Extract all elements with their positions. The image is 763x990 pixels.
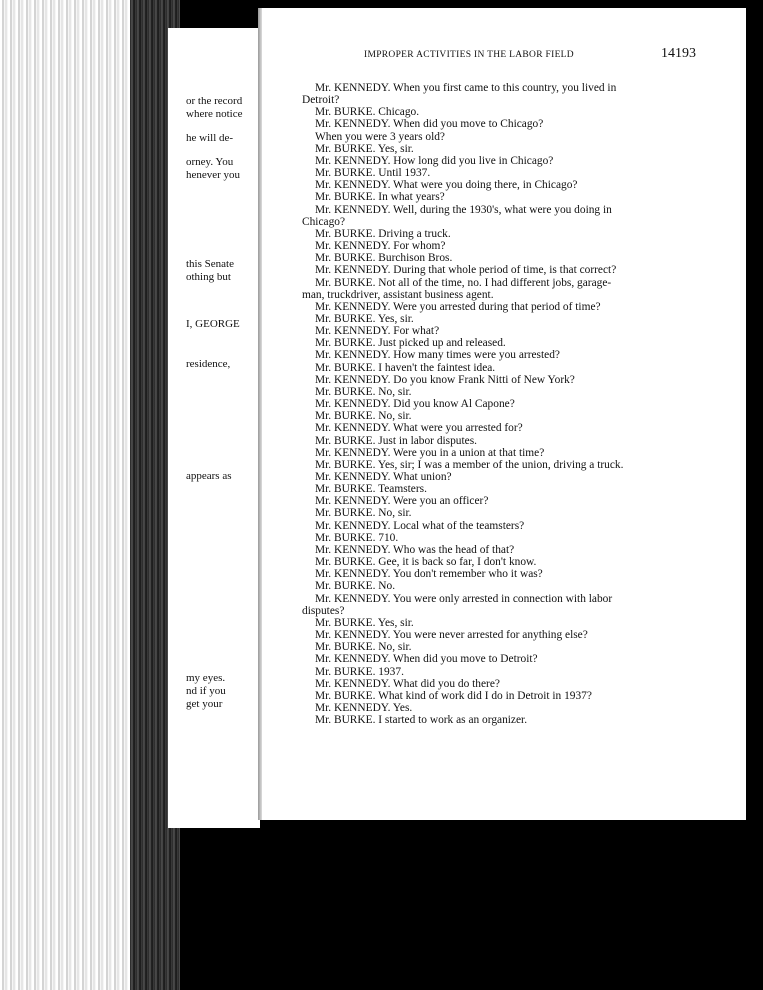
transcript-line: Mr. KENNEDY. Were you arrested during that period of time? bbox=[315, 300, 601, 313]
running-head: IMPROPER ACTIVITIES IN THE LABOR FIELD bbox=[364, 50, 574, 60]
transcript-line: Mr. KENNEDY. Well, during the 1930's, what were you doing in bbox=[315, 203, 612, 216]
transcript-line: When you were 3 years old? bbox=[315, 130, 445, 143]
previous-page-fragment bbox=[168, 28, 260, 828]
previous-page-text: I, GEORGE bbox=[186, 318, 240, 330]
transcript-line: Mr. BURKE. No, sir. bbox=[315, 410, 412, 423]
previous-page-text: residence, bbox=[186, 358, 231, 370]
transcript-line: Mr. BURKE. No, sir. bbox=[315, 385, 412, 398]
transcript-line: Mr. KENNEDY. Were you in a union at that time? bbox=[315, 446, 545, 459]
transcript-line: Mr. BURKE. 710. bbox=[315, 531, 399, 544]
transcript-line: man, truckdriver, assistant business agent. bbox=[302, 288, 494, 301]
previous-page-text: othing but bbox=[186, 271, 231, 283]
previous-page-text: orney. You bbox=[186, 156, 234, 168]
transcript-line: Mr. BURKE. Yes, sir; I was a member of the union, driving a truck. bbox=[315, 458, 624, 471]
transcript-line: Mr. BURKE. 1937. bbox=[315, 665, 404, 678]
previous-page-text: get your bbox=[186, 698, 223, 710]
transcript-line: Mr. BURKE. No. bbox=[315, 580, 396, 593]
transcript-line: Mr. KENNEDY. For whom? bbox=[315, 240, 446, 253]
transcript-line: Mr. KENNEDY. Do you know Frank Nitti of New York? bbox=[315, 373, 575, 386]
transcript-line: Mr. KENNEDY. Who was the head of that? bbox=[315, 543, 515, 556]
transcript-line: Mr. KENNEDY. Were you an officer? bbox=[315, 495, 489, 508]
transcript-line: Mr. BURKE. Driving a truck. bbox=[315, 227, 451, 240]
transcript-line: Mr. KENNEDY. How long did you live in Chicago? bbox=[315, 154, 554, 167]
transcript-line: Mr. KENNEDY. You don't remember who it was? bbox=[315, 568, 543, 581]
document-page bbox=[262, 8, 746, 820]
transcript-line: Mr. BURKE. Yes, sir. bbox=[315, 616, 414, 629]
transcript-line: Mr. KENNEDY. What did you do there? bbox=[315, 677, 500, 690]
transcript-line: Chicago? bbox=[302, 215, 346, 228]
transcript-line: Mr. BURKE. Just picked up and released. bbox=[315, 337, 506, 350]
transcript-line: Mr. KENNEDY. For what? bbox=[315, 325, 440, 338]
transcript-line: Mr. BURKE. Yes, sir. bbox=[315, 142, 414, 155]
transcript-line: Detroit? bbox=[302, 94, 340, 107]
transcript-line: Mr. BURKE. No, sir. bbox=[315, 507, 412, 520]
transcript-line: Mr. BURKE. I started to work as an organizer. bbox=[315, 714, 528, 727]
transcript-line: Mr. BURKE. In what years? bbox=[315, 191, 445, 204]
previous-page-text: he will de- bbox=[186, 132, 234, 144]
previous-page-text: or the record bbox=[186, 95, 243, 107]
previous-page-text: nd if you bbox=[186, 685, 226, 697]
transcript-line: Mr. KENNEDY. What union? bbox=[315, 471, 452, 483]
transcript-line: Mr. BURKE. What kind of work did I do in Detroit in 1937? bbox=[315, 689, 592, 702]
transcript-line: Mr. BURKE. Not all of the time, no. I had different jobs, garage- bbox=[315, 276, 612, 289]
transcript-line: Mr. KENNEDY. Yes. bbox=[315, 701, 413, 714]
transcript-line: Mr. KENNEDY. You were never arrested for anything else? bbox=[315, 629, 588, 642]
transcript-line: Mr. KENNEDY. What were you arrested for? bbox=[315, 422, 523, 435]
previous-page-text: this Senate bbox=[186, 258, 234, 270]
transcript-line: Mr. KENNEDY. How many times were you arrested? bbox=[315, 349, 560, 362]
transcript-line: Mr. KENNEDY. You were only arrested in connection with labor bbox=[315, 592, 613, 605]
transcript-line: Mr. BURKE. Chicago. bbox=[315, 106, 420, 119]
transcript-line: Mr. KENNEDY. What were you doing there, in Chicago? bbox=[315, 179, 578, 192]
transcript-line: Mr. KENNEDY. During that whole period of time, is that correct? bbox=[315, 264, 617, 277]
previous-page-text: appears as bbox=[186, 470, 232, 482]
transcript-body bbox=[302, 82, 698, 726]
transcript-line: Mr. BURKE. Just in labor disputes. bbox=[315, 434, 478, 447]
transcript-line: Mr. BURKE. Teamsters. bbox=[315, 483, 427, 496]
previous-page-text: henever you bbox=[186, 169, 241, 181]
transcript-line: Mr. BURKE. Yes, sir. bbox=[315, 312, 414, 325]
previous-page-text: where notice bbox=[186, 108, 243, 120]
previous-page-text: my eyes. bbox=[186, 672, 226, 684]
transcript-line: Mr. KENNEDY. When did you move to Chicago? bbox=[315, 118, 544, 131]
transcript-line: Mr. BURKE. Gee, it is back so far, I don't know. bbox=[315, 556, 537, 569]
transcript-line: disputes? bbox=[302, 604, 345, 617]
transcript-line: Mr. BURKE. Burchison Bros. bbox=[315, 252, 453, 265]
transcript-line: Mr. KENNEDY. When you first came to this country, you lived in bbox=[315, 82, 617, 94]
transcript-line: Mr. KENNEDY. When did you move to Detroit? bbox=[315, 653, 538, 666]
transcript-line: Mr. BURKE. I haven't the faintest idea. bbox=[315, 361, 496, 374]
transcript-line: Mr. KENNEDY. Local what of the teamsters? bbox=[315, 519, 525, 532]
transcript-line: Mr. KENNEDY. Did you know Al Capone? bbox=[315, 398, 515, 411]
transcript-line: Mr. BURKE. No, sir. bbox=[315, 641, 412, 654]
page-number: 14193 bbox=[661, 46, 696, 61]
transcript-line: Mr. BURKE. Until 1937. bbox=[315, 167, 431, 180]
